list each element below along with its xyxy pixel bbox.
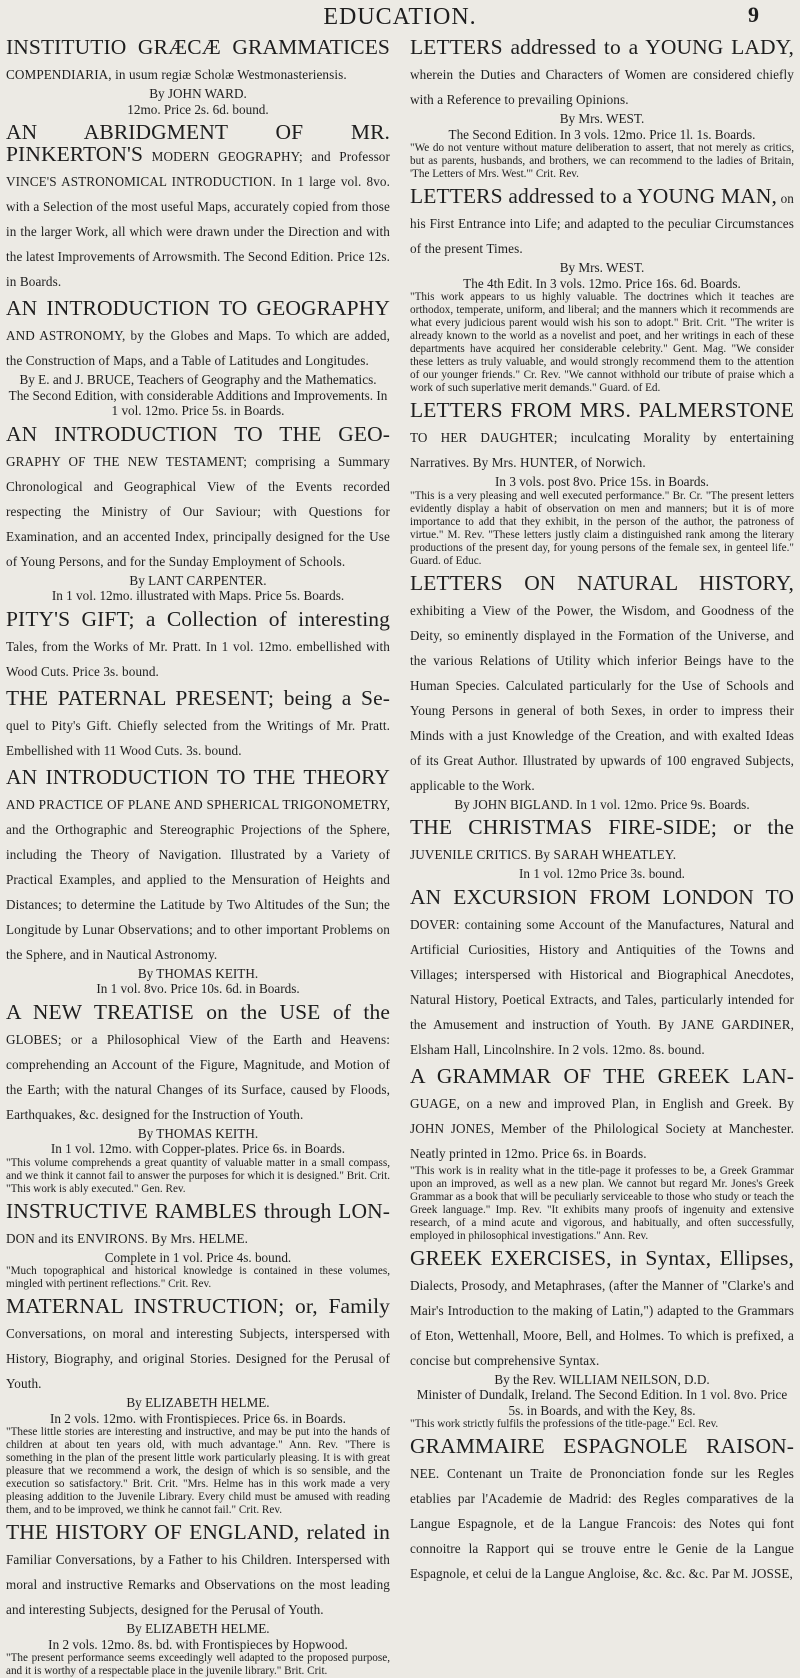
book-entry xyxy=(410,572,794,813)
entry-heading: THE CHRISTMAS FIRE-SIDE; or the xyxy=(410,815,794,839)
review-quote: "This work strictly fulfils the professions of the title-page." Ecl. Rev. xyxy=(410,1418,719,1430)
entry-author: By Mrs. WEST. xyxy=(559,111,645,126)
review-quote: "These little stories are interesting and instructive, and may be put into the hands of children at about ten years old, with much advantage." Ann. Rev. "There is something in the plan of the present little work particularly pleasing. It is with great pleasure that we recommend a work, the design of which is so sensible, and the execution so satisfactory." Brit. Crit. "Mrs. Helme has in this work made a very pleasing addition to the Juvenile Library. Every child must be amused with reading them, and to be improved, we think he cannot fail." Crit. Rev. xyxy=(6,1426,390,1516)
entry-text xyxy=(410,185,794,260)
entry-heading: AN INTRODUCTION TO THE GEO- xyxy=(6,421,390,446)
book-entry xyxy=(410,36,794,181)
entry-description: on his First Entrance into Life; and adapted to the peculiar Circumstances of the present Times. xyxy=(410,191,794,256)
entry-text xyxy=(410,816,794,866)
entry-text xyxy=(410,572,794,797)
review-quote: "This is a very pleasing and well executed performance." Br. Cr. "The present letters evidently display a habit of observation on men and manners; but it is of more importance to add that they exhibit, in the person of the author, the patroness of virtue." M. Rev. "These letters justly claim a distinguished rank among the literary productions of the present day, for young persons of the female sex, in genteel life." Guard. of Educ. xyxy=(410,489,794,567)
book-entry xyxy=(410,886,794,1061)
entry-heading: INSTRUCTIVE RAMBLES through LON- xyxy=(6,1198,390,1223)
entry-heading: AN INTRODUCTION TO THE THEORY xyxy=(6,764,390,789)
entry-description: quel to Pity's Gift. Chiefly selected from the Writings of Mr. Pratt. Embellished with 11 Wood Cuts. 3s. bound. xyxy=(6,717,390,758)
book-entry xyxy=(6,1295,390,1517)
book-entry xyxy=(6,423,390,604)
entry-text xyxy=(6,687,390,762)
entry-description: NEE. Contenant un Traite de Prononciation fonde sur les Regles etablies par l'Academie de Madrid: des Regles comparatives de la Langue Espagnole, et de la Langue Francois: des Notes qui font connoitre la Rapport qui se trouve entre le Genie de la Langue Espagnole, et celui de la Langue Angloise, &c. &c. &c. Par M. JOSSE, xyxy=(410,1466,794,1581)
entry-price: 12mo. Price 2s. 6d. bound. xyxy=(127,101,269,117)
book-entry xyxy=(6,121,390,293)
entry-author: By JOHN WARD. xyxy=(149,86,247,101)
book-entry xyxy=(6,687,390,762)
entry-text xyxy=(410,886,794,1061)
entry-price: By JOHN BIGLAND. In 1 vol. 12mo. Price 9s. Boards. xyxy=(454,796,750,812)
entry-author: By LANT CARPENTER. xyxy=(129,572,267,588)
entry-description: wherein the Duties and Characters of Women are considered chiefly with a Reference to prevailing Opinions. xyxy=(410,67,794,107)
entry-price: The 4th Edit. In 3 vols. 12mo. Price 16s. 6d. Boards. xyxy=(463,275,741,291)
entry-description: MODERN GEOGRAPHY; and Professor VINCE'S ASTRONOMICAL INTRODUCTION. In 1 large vol. 8vo. with a Selection of the most useful Maps, accurately copied from those in the larger Work, all which were drawn under the Direction and with the latest Improvements of Arrowsmith. The Second Edition. Price 12s. in Boards. xyxy=(6,149,390,289)
entry-price: In 2 vols. 12mo. 8s. bd. with Frontispieces by Hopwood. xyxy=(48,1636,348,1652)
entry-description: TO HER DAUGHTER; inculcating Morality by entertaining Narratives. By Mrs. HUNTER, of Norwich. xyxy=(410,430,794,470)
book-entry xyxy=(6,608,390,683)
book-entry xyxy=(6,1001,390,1196)
book-entry xyxy=(410,1247,794,1432)
entry-heading: LETTERS addressed to a YOUNG MAN, xyxy=(410,184,777,208)
book-entry xyxy=(6,297,390,419)
entry-author: By ELIZABETH HELME. xyxy=(126,1395,270,1410)
entry-description: Tales, from the Works of Mr. Pratt. In 1 vol. 12mo. embellished with Wood Cuts. Price 3s. bound. xyxy=(6,638,390,679)
book-entry xyxy=(410,816,794,882)
entry-text xyxy=(6,1521,390,1621)
entry-price: In 1 vol. 12mo. with Copper-plates. Price 6s. in Boards. xyxy=(50,1141,346,1156)
entry-price: In 3 vols. post 8vo. Price 15s. in Boards. xyxy=(495,474,709,489)
entry-text xyxy=(6,297,390,372)
entry-heading: LETTERS addressed to a YOUNG LADY, xyxy=(410,35,794,59)
entry-description: AND ASTRONOMY, by the Globes and Maps. To which are added, the Construction of Maps, and a Table of Latitudes and Longitudes. xyxy=(6,328,390,368)
book-entry xyxy=(6,1200,390,1292)
entry-heading: PITY'S GIFT; a Collection of interesting xyxy=(6,606,390,631)
book-entry xyxy=(6,1521,390,1678)
entry-description: DOVER: containing some Account of the Manufactures, Natural and Artificial Curiosities, History and Antiquities of the Towns and Villages; interspersed with Historical and Biographical Anecdotes, Natural History, Poetical Extracts, and Tales, particularly intended for the Amusement and instruction of Youth. By JANE GARDINER, Elsham Hall, Lincolnshire. In 2 vols. 12mo. 8s. bound. xyxy=(410,916,794,1057)
entry-text xyxy=(6,423,390,573)
entry-text xyxy=(410,36,794,111)
entry-description: Conversations, on moral and interesting Subjects, interspersed with History, Biography, and original Stories. Designed for the Perusal of Youth. xyxy=(6,1326,390,1391)
book-entry xyxy=(410,1435,794,1585)
entry-text xyxy=(6,1295,390,1395)
entry-heading: THE PATERNAL PRESENT; being a Se- xyxy=(6,685,390,710)
entry-description: GUAGE, on a new and improved Plan, in English and Greek. By JOHN JONES, Member of the Philological Society at Manchester. Neatly printed in 12mo. Price 6s. in Boards. xyxy=(410,1095,794,1161)
entry-description: GRAPHY OF THE NEW TESTAMENT; comprising a Summary Chronological and Geographical View of the Events recorded respecting the Ministry of Our Saviour; with Questions for Examination, and an accented Index, principally designed for the Use of Young Persons, and for the Sunday Employment of Schools. xyxy=(6,453,390,569)
entry-heading: A NEW TREATISE on the USE of the xyxy=(6,999,390,1024)
entry-description: Familiar Conversations, by a Father to his Children. Interspersed with moral and instructive Remarks and Observations on the most leading and interesting Subjects, designed for the Perusal of Youth. xyxy=(6,1552,390,1617)
entry-price: Minister of Dundalk, Ireland. The Second Edition. In 1 vol. 8vo. Price 5s. in Boards, and with the Key, 8s. xyxy=(416,1387,788,1418)
entry-description: Dialects, Prosody, and Metaphrases, (after the Manner of "Clarke's and Mair's Introduction to the making of Latin,") adapted to the Grammars of Eton, Wettenhall, Moore, Bell, and Holmes. To which is prefixed, a concise but comprehensive Syntax. xyxy=(410,1277,794,1368)
entry-price: In 1 vol. 8vo. Price 10s. 6d. in Boards. xyxy=(96,981,300,996)
entry-heading: LETTERS FROM MRS. PALMERSTONE xyxy=(410,398,794,422)
running-title: EDUCATION. xyxy=(323,4,477,30)
review-quote: "This work is in reality what in the title-page it professes to be, a Greek Grammar upon an improved, as well as a new plan. We cannot but regard Mr. Jones's Greek Grammar as a book that will be peculiarly serviceable to those who study or teach the Greek language." Imp. Rev. "It exhibits many proofs of ingenuity and extensive research, of a mind acute and vigorous, and habitually, and often successfully, employed in philosophical investigations." Ann. Rev. xyxy=(410,1164,794,1242)
entry-heading: THE HISTORY OF ENGLAND, related in xyxy=(6,1520,390,1544)
entry-description: COMPENDIARIA, in usum regiæ Scholæ Westmonasteriensis. xyxy=(6,67,347,82)
entry-author: By THOMAS KEITH. xyxy=(137,1125,259,1141)
left-column xyxy=(6,35,390,1677)
entry-heading: GREEK EXERCISES, in Syntax, Ellipses, xyxy=(410,1245,794,1270)
review-quote: "We do not venture without mature deliberation to assert, that not merely as critics, but as parents, husbands, and brothers, we can recommend to the ladies of Britain, 'The Letters of Mrs. West.'" Crit. Rev. xyxy=(410,142,794,180)
entry-text xyxy=(410,1435,794,1585)
entry-description: exhibiting a View of the Power, the Wisdom, and Goodness of the Deity, so eminently displayed in the Formation of the Universe, and the various Relations of Utility which inferior Beings have to the Human Species. Calculated particularly for the Use of Schools and Young Persons in general of both Sexes, in order to impress their Minds with a just Knowledge of the Creation, and with exalted Ideas of its Great Author. Illustrated by upwards of 100 engraved Subjects, applicable to the Work. xyxy=(410,602,794,793)
review-quote: "Much topographical and historical knowledge is contained in these volumes, mingled with pertinent reflections." Crit. Rev. xyxy=(6,1265,390,1290)
book-entry xyxy=(6,36,390,117)
entry-heading: LETTERS ON NATURAL HISTORY, xyxy=(410,570,794,595)
review-quote: "This volume comprehends a great quantity of valuable matter in a small compass, and we think it cannot fail to answer the purposes for which it is designed." Brit. Crit. "This work is ably executed." Gen. Rev. xyxy=(6,1156,390,1195)
book-entry xyxy=(410,399,794,568)
entry-text xyxy=(410,399,794,474)
entry-heading: A GRAMMAR OF THE GREEK LAN- xyxy=(410,1063,794,1088)
entry-heading: INSTITUTIO GRÆCÆ GRAMMATICES xyxy=(6,35,390,59)
entry-author: By the Rev. WILLIAM NEILSON, D.D. xyxy=(494,1371,710,1387)
entry-description: DON and its ENVIRONS. By Mrs. HELME. xyxy=(6,1230,249,1246)
entry-text xyxy=(6,1200,390,1250)
page-number: 9 xyxy=(748,2,759,27)
book-entry xyxy=(410,185,794,395)
entry-author: By Mrs. WEST. xyxy=(559,260,645,275)
entry-text xyxy=(6,121,390,293)
entry-price: Complete in 1 vol. Price 4s. bound. xyxy=(104,1249,292,1265)
entry-price: In 2 vols. 12mo. with Frontispieces. Price 6s. in Boards. xyxy=(50,1410,346,1426)
entry-heading: GRAMMAIRE ESPAGNOLE RAISON- xyxy=(410,1434,794,1458)
entry-price: In 1 vol. 12mo Price 3s. bound. xyxy=(519,866,685,881)
entry-text xyxy=(410,1247,794,1372)
entry-price: The Second Edition. In 3 vols. 12mo. Price 1l. 1s. Boards. xyxy=(448,126,756,142)
entry-heading: AN EXCURSION FROM LONDON TO xyxy=(410,884,794,909)
page-header xyxy=(0,0,800,34)
review-quote: "The present performance seems exceedingly well adapted to the proposed purpose, and it is worthy of a respectable place in the juvenile library." Brit. Crit. xyxy=(6,1652,390,1677)
entry-price: In 1 vol. 12mo. illustrated with Maps. Price 5s. Boards. xyxy=(51,588,345,603)
entry-heading: AN ABRIDGMENT OF MR. PINKERTON'S xyxy=(6,120,390,166)
entry-text xyxy=(6,1001,390,1126)
entry-author: By THOMAS KEITH. xyxy=(137,965,259,981)
book-entry xyxy=(6,766,390,997)
entry-text xyxy=(410,1065,794,1165)
book-entry xyxy=(410,1065,794,1243)
entry-description: JUVENILE CRITICS. By SARAH WHEATLEY. xyxy=(410,847,677,862)
entry-text xyxy=(6,608,390,683)
entry-text xyxy=(6,36,390,86)
right-column xyxy=(410,35,794,1581)
entry-description: AND PRACTICE OF PLANE AND SPHERICAL TRIGONOMETRY, and the Orthographic and Stereographic Projections of the Sphere, including the Theory of Navigation. Illustrated by a Variety of Practical Examples, and applied to the Mensuration of Heights and Distances; to determine the Latitude by Two Altitudes of the Sun; the Longitude by Lunar Observations; and to other important Problems on the Sphere, and in Nautical Astronomy. xyxy=(6,796,390,962)
entry-heading: AN INTRODUCTION TO GEOGRAPHY xyxy=(6,296,390,320)
entry-text xyxy=(6,766,390,966)
entry-author: By E. and J. BRUCE, Teachers of Geography and the Mathematics. xyxy=(19,372,377,387)
entry-price: The Second Edition, with considerable Additions and Improvements. In 1 vol. 12mo. Price 5s. in Boards. xyxy=(8,387,388,418)
entry-heading: MATERNAL INSTRUCTION; or, Family xyxy=(6,1294,390,1318)
review-quote: "This work appears to us highly valuable. The doctrines which it teaches are orthodox, temperate, uniform, and liberal; and the manners which it recommends are what every judicious parent would wish his son to adopt." Brit. Crit. "The writer is already known to the world as a novelist and poet, and her writings in each of these departments have acquired her considerable celebrity." Gent. Mag. "We consider these letters as truly valuable, and would strongly recommend them to the attention of our younger friends." Cr. Rev. "We cannot withhold our tribute of praise which a work of such superlative merit demands." Guard. of Ed. xyxy=(410,291,794,394)
entry-author: By ELIZABETH HELME. xyxy=(126,1621,270,1636)
entry-description: GLOBES; or a Philosophical View of the Earth and Heavens: comprehending an Account of the Figure, Magnitude, and Motion of the Earth; with the natural Changes of its Surface, caused by Floods, Earthquakes, &c. designed for the Instruction of Youth. xyxy=(6,1031,390,1122)
